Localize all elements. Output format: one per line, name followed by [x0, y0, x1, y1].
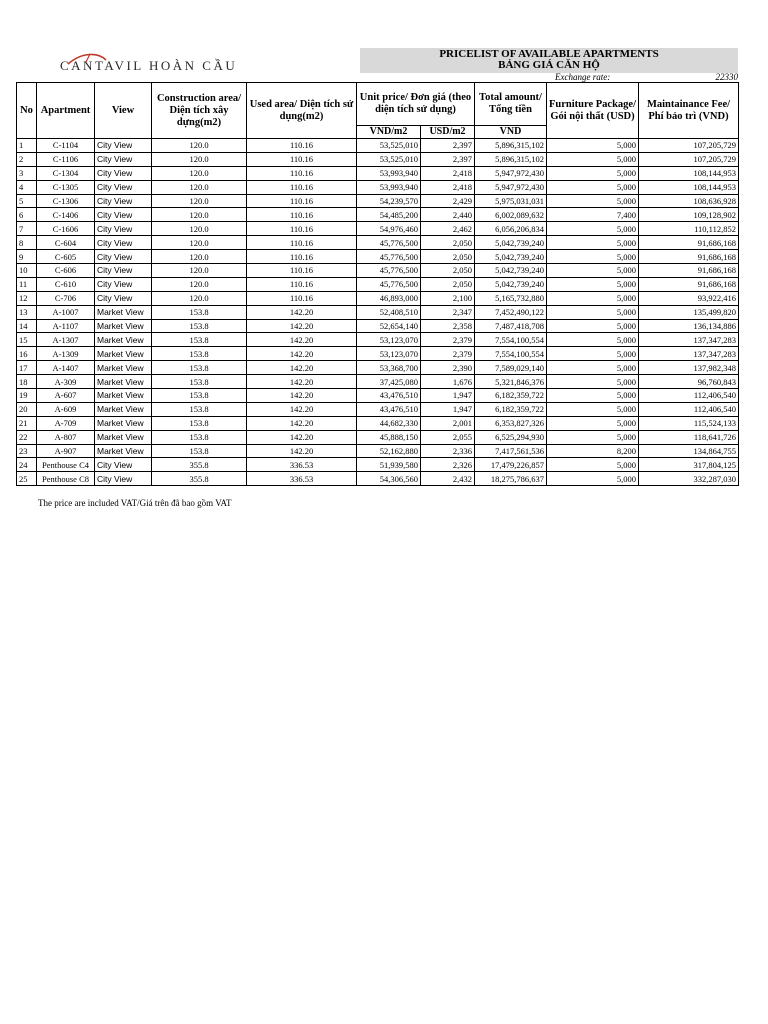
apartment-cell: C-1304	[37, 166, 95, 180]
view-cell: Market View	[95, 375, 152, 389]
view-cell: Market View	[95, 389, 152, 403]
unit-price-vnd-cell: 37,425,080	[357, 375, 421, 389]
row-number: 8	[17, 236, 37, 250]
row-number: 13	[17, 305, 37, 319]
total-amount-cell: 5,896,315,102	[475, 139, 547, 153]
used-area-cell: 142.20	[247, 444, 357, 458]
total-amount-cell: 7,452,490,122	[475, 305, 547, 319]
maintenance-fee-cell: 108,144,953	[639, 180, 739, 194]
used-area-cell: 142.20	[247, 416, 357, 430]
used-area-cell: 110.16	[247, 152, 357, 166]
construction-area-cell: 120.0	[152, 236, 247, 250]
apartment-cell: A-309	[37, 375, 95, 389]
table-row	[17, 319, 739, 333]
used-area-cell: 142.20	[247, 361, 357, 375]
furniture-package-cell: 5,000	[547, 361, 639, 375]
view-cell: City View	[95, 180, 152, 194]
view-cell: Market View	[95, 319, 152, 333]
unit-price-vnd-cell: 44,682,330	[357, 416, 421, 430]
used-area-cell: 110.16	[247, 139, 357, 153]
view-cell: City View	[95, 458, 152, 472]
table-row	[17, 277, 739, 291]
total-amount-cell: 5,975,031,031	[475, 194, 547, 208]
used-area-cell: 142.20	[247, 402, 357, 416]
table-row	[17, 180, 739, 194]
construction-area-cell: 153.8	[152, 389, 247, 403]
unit-price-usd-cell: 2,440	[421, 208, 475, 222]
row-number: 17	[17, 361, 37, 375]
apartment-cell: A-1107	[37, 319, 95, 333]
total-amount-cell: 7,589,029,140	[475, 361, 547, 375]
maintenance-fee-cell: 108,144,953	[639, 166, 739, 180]
view-cell: Market View	[95, 347, 152, 361]
furniture-package-cell: 5,000	[547, 139, 639, 153]
company-logo	[60, 50, 330, 76]
furniture-package-cell: 5,000	[547, 222, 639, 236]
apartment-cell: A-1407	[37, 361, 95, 375]
apartment-cell: C-604	[37, 236, 95, 250]
unit-price-usd-cell: 2,001	[421, 416, 475, 430]
header-apartment: Apartment	[37, 83, 95, 139]
construction-area-cell: 120.0	[152, 222, 247, 236]
unit-price-usd-cell: 2,100	[421, 291, 475, 305]
maintenance-fee-cell: 135,499,820	[639, 305, 739, 319]
view-cell: City View	[95, 194, 152, 208]
view-cell: City View	[95, 236, 152, 250]
furniture-package-cell: 5,000	[547, 458, 639, 472]
construction-area-cell: 120.0	[152, 250, 247, 264]
row-number: 2	[17, 152, 37, 166]
row-number: 22	[17, 430, 37, 444]
view-cell: City View	[95, 250, 152, 264]
unit-price-vnd-cell: 53,993,940	[357, 166, 421, 180]
construction-area-cell: 153.8	[152, 444, 247, 458]
apartment-cell: C-1305	[37, 180, 95, 194]
furniture-package-cell: 7,400	[547, 208, 639, 222]
total-amount-cell: 5,042,739,240	[475, 236, 547, 250]
unit-price-usd-cell: 2,462	[421, 222, 475, 236]
apartment-cell: Penthouse C8	[37, 472, 95, 486]
apartment-cell: C-1106	[37, 152, 95, 166]
construction-area-cell: 153.8	[152, 333, 247, 347]
table-row	[17, 347, 739, 361]
exchange-rate-label: Exchange rate:	[555, 72, 611, 82]
maintenance-fee-cell: 108,636,928	[639, 194, 739, 208]
construction-area-cell: 153.8	[152, 319, 247, 333]
total-amount-cell: 6,353,827,326	[475, 416, 547, 430]
table-row	[17, 361, 739, 375]
table-row	[17, 264, 739, 278]
unit-price-vnd-cell: 45,776,500	[357, 277, 421, 291]
total-amount-cell: 7,417,561,536	[475, 444, 547, 458]
construction-area-cell: 355.8	[152, 472, 247, 486]
unit-price-vnd-cell: 45,776,500	[357, 264, 421, 278]
furniture-package-cell: 5,000	[547, 264, 639, 278]
unit-price-usd-cell: 2,397	[421, 139, 475, 153]
table-row	[17, 236, 739, 250]
construction-area-cell: 153.8	[152, 375, 247, 389]
apartment-cell: C-706	[37, 291, 95, 305]
used-area-cell: 110.16	[247, 208, 357, 222]
unit-price-usd-cell: 2,050	[421, 277, 475, 291]
furniture-package-cell: 5,000	[547, 389, 639, 403]
furniture-package-cell: 8,200	[547, 444, 639, 458]
unit-price-vnd-cell: 53,525,010	[357, 139, 421, 153]
maintenance-fee-cell: 137,347,283	[639, 333, 739, 347]
total-amount-cell: 6,056,206,834	[475, 222, 547, 236]
construction-area-cell: 120.0	[152, 180, 247, 194]
furniture-package-cell: 5,000	[547, 250, 639, 264]
total-amount-cell: 7,554,100,554	[475, 333, 547, 347]
apartment-cell: C-605	[37, 250, 95, 264]
maintenance-fee-cell: 107,205,729	[639, 139, 739, 153]
used-area-cell: 110.16	[247, 194, 357, 208]
table-row	[17, 250, 739, 264]
unit-price-vnd-cell: 52,408,510	[357, 305, 421, 319]
apartment-cell: A-709	[37, 416, 95, 430]
maintenance-fee-cell: 91,686,168	[639, 264, 739, 278]
furniture-package-cell: 5,000	[547, 347, 639, 361]
table-row	[17, 305, 739, 319]
total-amount-cell: 5,165,732,880	[475, 291, 547, 305]
used-area-cell: 110.16	[247, 166, 357, 180]
total-amount-cell: 5,947,972,430	[475, 180, 547, 194]
total-amount-cell: 6,002,089,632	[475, 208, 547, 222]
view-cell: Market View	[95, 361, 152, 375]
apartment-cell: C-1306	[37, 194, 95, 208]
row-number: 7	[17, 222, 37, 236]
row-number: 20	[17, 402, 37, 416]
logo-text: CANTAVIL HOÀN CẦU	[60, 58, 238, 73]
unit-price-usd-cell: 2,418	[421, 180, 475, 194]
unit-price-vnd-cell: 53,123,070	[357, 347, 421, 361]
maintenance-fee-cell: 112,406,540	[639, 389, 739, 403]
unit-price-usd-cell: 2,429	[421, 194, 475, 208]
unit-price-usd-cell: 1,947	[421, 389, 475, 403]
header-vnd: VND	[475, 126, 547, 139]
apartment-cell: A-907	[37, 444, 95, 458]
view-cell: City View	[95, 166, 152, 180]
construction-area-cell: 120.0	[152, 194, 247, 208]
row-number: 21	[17, 416, 37, 430]
furniture-package-cell: 5,000	[547, 402, 639, 416]
maintenance-fee-cell: 134,864,755	[639, 444, 739, 458]
used-area-cell: 142.20	[247, 430, 357, 444]
unit-price-usd-cell: 2,055	[421, 430, 475, 444]
unit-price-vnd-cell: 54,239,570	[357, 194, 421, 208]
table-row	[17, 416, 739, 430]
header-unit-price: Unit price/ Đơn giá (theo diện tích sử dụng)	[357, 83, 475, 126]
maintenance-fee-cell: 91,686,168	[639, 250, 739, 264]
title-line-english: PRICELIST OF AVAILABLE APARTMENTS	[439, 48, 659, 60]
unit-price-vnd-cell: 53,123,070	[357, 333, 421, 347]
view-cell: City View	[95, 472, 152, 486]
furniture-package-cell: 5,000	[547, 277, 639, 291]
used-area-cell: 142.20	[247, 319, 357, 333]
unit-price-usd-cell: 2,390	[421, 361, 475, 375]
vat-footnote: The price are included VAT/Giá trên đã bao gồm VAT	[38, 498, 232, 508]
table-row	[17, 194, 739, 208]
unit-price-vnd-cell: 53,525,010	[357, 152, 421, 166]
furniture-package-cell: 5,000	[547, 236, 639, 250]
apartment-cell: A-1307	[37, 333, 95, 347]
view-cell: City View	[95, 222, 152, 236]
unit-price-vnd-cell: 43,476,510	[357, 402, 421, 416]
unit-price-usd-cell: 2,397	[421, 152, 475, 166]
total-amount-cell: 5,896,315,102	[475, 152, 547, 166]
view-cell: City View	[95, 139, 152, 153]
maintenance-fee-cell: 112,406,540	[639, 402, 739, 416]
unit-price-usd-cell: 2,379	[421, 347, 475, 361]
table-row	[17, 402, 739, 416]
view-cell: City View	[95, 208, 152, 222]
unit-price-vnd-cell: 43,476,510	[357, 389, 421, 403]
total-amount-cell: 6,525,294,930	[475, 430, 547, 444]
unit-price-vnd-cell: 52,654,140	[357, 319, 421, 333]
view-cell: City View	[95, 264, 152, 278]
used-area-cell: 110.16	[247, 291, 357, 305]
maintenance-fee-cell: 137,982,348	[639, 361, 739, 375]
apartment-cell: A-807	[37, 430, 95, 444]
used-area-cell: 142.20	[247, 375, 357, 389]
used-area-cell: 142.20	[247, 305, 357, 319]
document-title	[360, 48, 738, 73]
furniture-package-cell: 5,000	[547, 166, 639, 180]
maintenance-fee-cell: 332,287,030	[639, 472, 739, 486]
construction-area-cell: 120.0	[152, 277, 247, 291]
used-area-cell: 110.16	[247, 264, 357, 278]
maintenance-fee-cell: 110,112,852	[639, 222, 739, 236]
used-area-cell: 110.16	[247, 180, 357, 194]
construction-area-cell: 120.0	[152, 264, 247, 278]
unit-price-vnd-cell: 45,776,500	[357, 236, 421, 250]
header-maintenance-fee: Maintainance Fee/ Phí bảo trì (VND)	[639, 83, 739, 139]
used-area-cell: 142.20	[247, 389, 357, 403]
maintenance-fee-cell: 115,524,133	[639, 416, 739, 430]
construction-area-cell: 153.8	[152, 416, 247, 430]
used-area-cell: 110.16	[247, 250, 357, 264]
price-table-body	[17, 139, 739, 486]
unit-price-vnd-cell: 53,368,700	[357, 361, 421, 375]
furniture-package-cell: 5,000	[547, 472, 639, 486]
total-amount-cell: 7,487,418,708	[475, 319, 547, 333]
unit-price-usd-cell: 2,432	[421, 472, 475, 486]
table-row	[17, 152, 739, 166]
apartment-cell: A-1309	[37, 347, 95, 361]
maintenance-fee-cell: 317,804,125	[639, 458, 739, 472]
maintenance-fee-cell: 91,686,168	[639, 277, 739, 291]
maintenance-fee-cell: 93,922,416	[639, 291, 739, 305]
row-number: 15	[17, 333, 37, 347]
view-cell: City View	[95, 291, 152, 305]
table-row	[17, 291, 739, 305]
used-area-cell: 110.16	[247, 222, 357, 236]
apartment-cell: C-606	[37, 264, 95, 278]
maintenance-fee-cell: 107,205,729	[639, 152, 739, 166]
maintenance-fee-cell: 91,686,168	[639, 236, 739, 250]
unit-price-vnd-cell: 53,993,940	[357, 180, 421, 194]
construction-area-cell: 120.0	[152, 208, 247, 222]
total-amount-cell: 5,042,739,240	[475, 277, 547, 291]
row-number: 11	[17, 277, 37, 291]
table-row	[17, 444, 739, 458]
apartment-cell: A-607	[37, 389, 95, 403]
unit-price-vnd-cell: 54,306,560	[357, 472, 421, 486]
used-area-cell: 142.20	[247, 347, 357, 361]
apartment-cell: C-1606	[37, 222, 95, 236]
view-cell: Market View	[95, 430, 152, 444]
unit-price-usd-cell: 2,379	[421, 333, 475, 347]
used-area-cell: 336.53	[247, 458, 357, 472]
furniture-package-cell: 5,000	[547, 305, 639, 319]
used-area-cell: 110.16	[247, 236, 357, 250]
unit-price-usd-cell: 2,050	[421, 236, 475, 250]
unit-price-usd-cell: 2,358	[421, 319, 475, 333]
table-row	[17, 375, 739, 389]
unit-price-usd-cell: 1,947	[421, 402, 475, 416]
construction-area-cell: 153.8	[152, 430, 247, 444]
unit-price-usd-cell: 2,050	[421, 264, 475, 278]
row-number: 14	[17, 319, 37, 333]
used-area-cell: 110.16	[247, 277, 357, 291]
view-cell: Market View	[95, 416, 152, 430]
apartment-cell: C-1104	[37, 139, 95, 153]
price-table	[16, 82, 739, 486]
row-number: 6	[17, 208, 37, 222]
header-furniture-package: Furniture Package/ Gói nội thất (USD)	[547, 83, 639, 139]
unit-price-vnd-cell: 52,162,880	[357, 444, 421, 458]
row-number: 12	[17, 291, 37, 305]
maintenance-fee-cell: 136,134,886	[639, 319, 739, 333]
header-vnd-per-m2: VND/m2	[357, 126, 421, 139]
table-row	[17, 389, 739, 403]
unit-price-usd-cell: 2,347	[421, 305, 475, 319]
unit-price-vnd-cell: 54,976,460	[357, 222, 421, 236]
unit-price-usd-cell: 2,336	[421, 444, 475, 458]
total-amount-cell: 5,321,846,376	[475, 375, 547, 389]
apartment-cell: A-609	[37, 402, 95, 416]
view-cell: Market View	[95, 305, 152, 319]
title-line-vietnamese: BẢNG GIÁ CĂN HỘ	[498, 59, 600, 71]
row-number: 4	[17, 180, 37, 194]
construction-area-cell: 153.8	[152, 402, 247, 416]
total-amount-cell: 7,554,100,554	[475, 347, 547, 361]
total-amount-cell: 6,182,359,722	[475, 389, 547, 403]
total-amount-cell: 17,479,226,857	[475, 458, 547, 472]
view-cell: Market View	[95, 444, 152, 458]
total-amount-cell: 5,042,739,240	[475, 264, 547, 278]
row-number: 19	[17, 389, 37, 403]
unit-price-vnd-cell: 54,485,200	[357, 208, 421, 222]
row-number: 18	[17, 375, 37, 389]
view-cell: Market View	[95, 333, 152, 347]
row-number: 1	[17, 139, 37, 153]
header-construction-area: Construction area/ Diện tích xây dựng(m2)	[152, 83, 247, 139]
view-cell: City View	[95, 277, 152, 291]
total-amount-cell: 6,182,359,722	[475, 402, 547, 416]
table-row	[17, 430, 739, 444]
construction-area-cell: 153.8	[152, 305, 247, 319]
construction-area-cell: 153.8	[152, 361, 247, 375]
table-row	[17, 139, 739, 153]
header-total-amount: Total amount/ Tổng tiền	[475, 83, 547, 126]
total-amount-cell: 5,947,972,430	[475, 166, 547, 180]
row-number: 16	[17, 347, 37, 361]
total-amount-cell: 5,042,739,240	[475, 250, 547, 264]
furniture-package-cell: 5,000	[547, 416, 639, 430]
furniture-package-cell: 5,000	[547, 291, 639, 305]
maintenance-fee-cell: 109,128,902	[639, 208, 739, 222]
row-number: 23	[17, 444, 37, 458]
construction-area-cell: 153.8	[152, 347, 247, 361]
maintenance-fee-cell: 137,347,283	[639, 347, 739, 361]
unit-price-usd-cell: 2,326	[421, 458, 475, 472]
construction-area-cell: 355.8	[152, 458, 247, 472]
row-number: 3	[17, 166, 37, 180]
apartment-cell: C-610	[37, 277, 95, 291]
used-area-cell: 336.53	[247, 472, 357, 486]
table-row	[17, 458, 739, 472]
table-row	[17, 333, 739, 347]
table-row	[17, 166, 739, 180]
header-no: No	[17, 83, 37, 139]
construction-area-cell: 120.0	[152, 291, 247, 305]
construction-area-cell: 120.0	[152, 166, 247, 180]
row-number: 24	[17, 458, 37, 472]
maintenance-fee-cell: 96,760,843	[639, 375, 739, 389]
furniture-package-cell: 5,000	[547, 333, 639, 347]
unit-price-vnd-cell: 45,888,150	[357, 430, 421, 444]
total-amount-cell: 18,275,786,637	[475, 472, 547, 486]
table-row	[17, 222, 739, 236]
table-row	[17, 208, 739, 222]
construction-area-cell: 120.0	[152, 152, 247, 166]
row-number: 5	[17, 194, 37, 208]
view-cell: Market View	[95, 402, 152, 416]
used-area-cell: 142.20	[247, 333, 357, 347]
unit-price-usd-cell: 2,418	[421, 166, 475, 180]
apartment-cell: C-1406	[37, 208, 95, 222]
maintenance-fee-cell: 118,641,726	[639, 430, 739, 444]
furniture-package-cell: 5,000	[547, 152, 639, 166]
furniture-package-cell: 5,000	[547, 319, 639, 333]
header-view: View	[95, 83, 152, 139]
unit-price-usd-cell: 2,050	[421, 250, 475, 264]
unit-price-vnd-cell: 46,893,000	[357, 291, 421, 305]
apartment-cell: A-1007	[37, 305, 95, 319]
furniture-package-cell: 5,000	[547, 180, 639, 194]
exchange-rate-value: 22330	[715, 72, 738, 82]
furniture-package-cell: 5,000	[547, 430, 639, 444]
unit-price-vnd-cell: 45,776,500	[357, 250, 421, 264]
unit-price-vnd-cell: 51,939,580	[357, 458, 421, 472]
row-number: 9	[17, 250, 37, 264]
row-number: 10	[17, 264, 37, 278]
row-number: 25	[17, 472, 37, 486]
header-usd-per-m2: USD/m2	[421, 126, 475, 139]
view-cell: City View	[95, 152, 152, 166]
header-used-area: Used area/ Diện tích sử dụng(m2)	[247, 83, 357, 139]
unit-price-usd-cell: 1,676	[421, 375, 475, 389]
construction-area-cell: 120.0	[152, 139, 247, 153]
furniture-package-cell: 5,000	[547, 375, 639, 389]
apartment-cell: Penthouse C4	[37, 458, 95, 472]
table-row	[17, 472, 739, 486]
furniture-package-cell: 5,000	[547, 194, 639, 208]
